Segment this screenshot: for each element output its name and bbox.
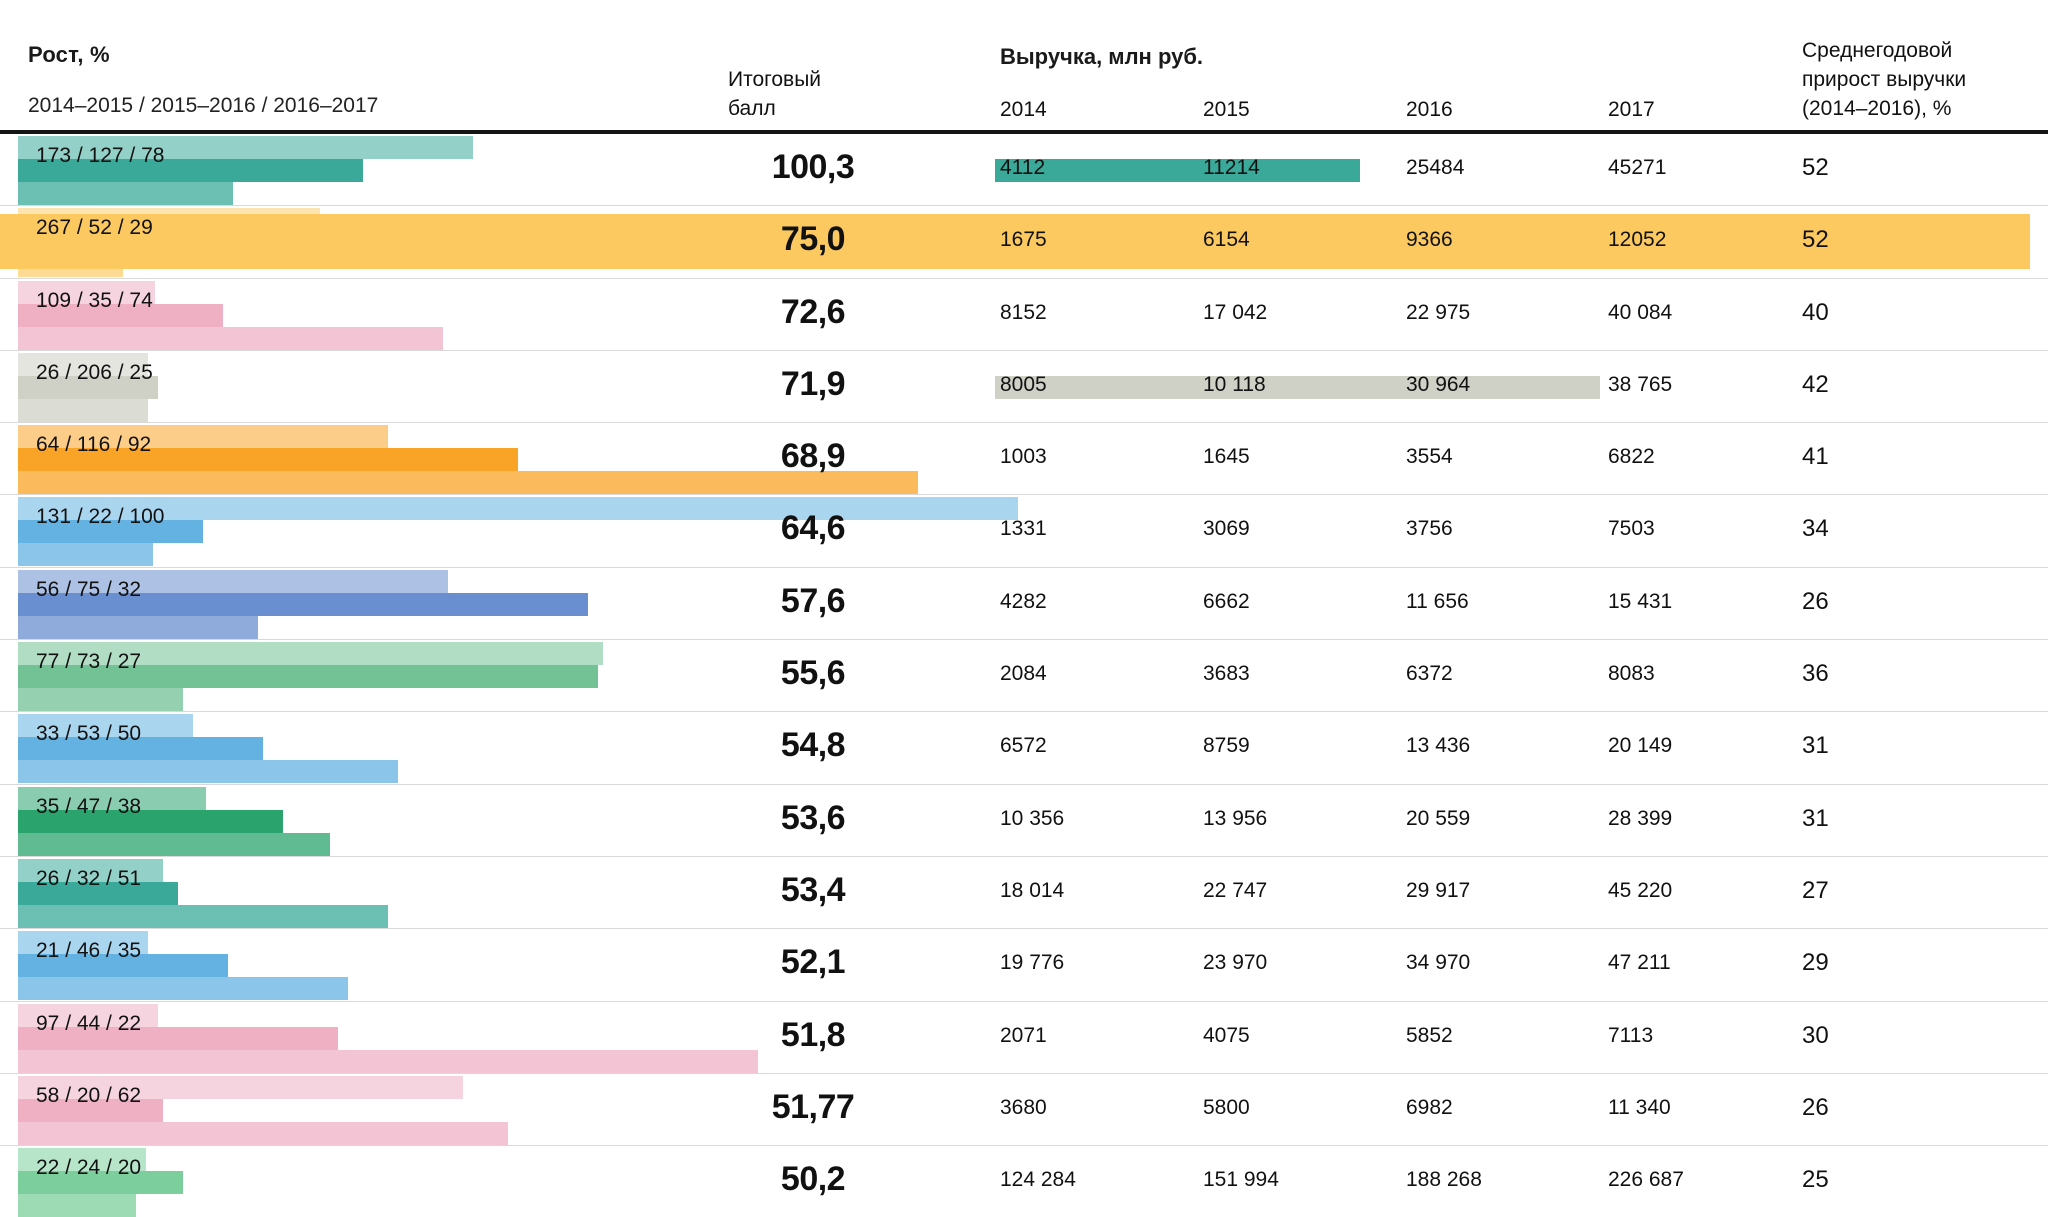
revenue-value-2015: 23 970 — [1203, 951, 1268, 975]
revenue-value-2017: 45 220 — [1608, 878, 1673, 902]
table-row — [0, 1146, 2048, 1217]
revenue-value-2014: 1003 — [1000, 445, 1047, 469]
revenue-value-2015: 1645 — [1203, 445, 1250, 469]
revenue-value-2014: 6572 — [1000, 734, 1047, 758]
growth-bar-3 — [18, 1050, 758, 1073]
growth-values-label: 131 / 22 / 100 — [36, 505, 165, 529]
revenue-value-2017: 47 211 — [1608, 951, 1671, 975]
total-score-value: 53,6 — [780, 798, 846, 837]
score-column-title — [728, 65, 898, 123]
total-score-value: 64,6 — [780, 509, 846, 548]
growth-bar-3 — [18, 182, 233, 205]
revenue-column-title: Выручка, млн руб. — [1000, 44, 1204, 69]
growth-bar-3 — [18, 543, 153, 566]
total-score-value: 53,4 — [780, 870, 846, 909]
growth-values-label: 77 / 73 / 27 — [36, 650, 142, 674]
revenue-value-2016: 6372 — [1406, 662, 1453, 686]
revenue-value-2015: 11214 — [1203, 156, 1260, 179]
revenue-value-2016: 29 917 — [1406, 878, 1471, 902]
revenue-highlight-bar — [995, 159, 1360, 182]
revenue-value-2014: 8005 — [1000, 372, 1047, 396]
cagr-value: 52 — [1802, 154, 1829, 181]
revenue-value-2015: 17 042 — [1203, 300, 1268, 324]
revenue-value-2015: 13 956 — [1203, 806, 1268, 830]
cagr-value: 41 — [1802, 443, 1829, 471]
revenue-value-2016: 3756 — [1406, 517, 1453, 541]
revenue-value-2017: 6822 — [1608, 445, 1655, 469]
total-score-value: 100,3 — [771, 148, 855, 186]
table-row — [0, 134, 2048, 206]
revenue-value-2014: 3680 — [1000, 1095, 1047, 1119]
revenue-value-2016: 13 436 — [1406, 734, 1471, 758]
revenue-value-2017: 45271 — [1608, 156, 1667, 179]
revenue-year-2014: 2014 — [1000, 98, 1047, 121]
growth-values-label: 21 / 46 / 35 — [36, 939, 142, 963]
total-score-value: 52,1 — [780, 943, 846, 982]
growth-bar-3 — [18, 905, 388, 928]
total-score-value: 50,2 — [780, 1160, 846, 1199]
growth-column-subtitle: 2014–2015 / 2015–2016 / 2016–2017 — [28, 94, 379, 117]
revenue-value-2017: 20 149 — [1608, 734, 1673, 758]
total-score-value: 57,6 — [780, 581, 846, 620]
cagr-value: 34 — [1802, 515, 1829, 543]
total-score-value: 54,8 — [780, 726, 846, 765]
revenue-value-2016: 5852 — [1406, 1023, 1453, 1047]
total-score-value: 75,0 — [780, 220, 846, 259]
revenue-value-2017: 8083 — [1608, 662, 1655, 686]
cagr-value: 42 — [1802, 370, 1829, 398]
growth-values-label: 33 / 53 / 50 — [36, 722, 142, 746]
table-row — [0, 857, 2048, 929]
growth-bar-3 — [18, 1122, 508, 1145]
revenue-value-2014: 124 284 — [1000, 1168, 1076, 1192]
revenue-value-2015: 8759 — [1203, 734, 1250, 758]
cagr-value: 36 — [1802, 660, 1829, 688]
table-header — [0, 0, 2048, 130]
revenue-value-2014: 19 776 — [1000, 951, 1065, 975]
total-score-value: 68,9 — [780, 437, 846, 476]
score-column-title-line1: Итоговый — [728, 68, 822, 91]
revenue-value-2015: 22 747 — [1203, 878, 1268, 902]
revenue-value-2015: 6662 — [1203, 589, 1250, 613]
growth-values-label: 64 / 116 / 92 — [36, 433, 152, 457]
growth-values-label: 58 / 20 / 62 — [36, 1083, 142, 1107]
revenue-value-2015: 3683 — [1203, 662, 1250, 686]
table-row — [0, 423, 2048, 495]
total-score-value: 55,6 — [780, 654, 846, 693]
revenue-value-2015: 4075 — [1203, 1023, 1250, 1047]
revenue-value-2016: 20 559 — [1406, 806, 1471, 830]
growth-values-label: 109 / 35 / 74 — [36, 288, 153, 312]
growth-bar-3 — [18, 977, 348, 1000]
revenue-value-2014: 2084 — [1000, 662, 1047, 686]
revenue-value-2016: 11 656 — [1406, 589, 1469, 613]
revenue-value-2014: 4282 — [1000, 589, 1047, 613]
revenue-value-2015: 3069 — [1203, 517, 1250, 541]
table-row — [0, 929, 2048, 1001]
growth-bar-3 — [18, 399, 148, 422]
revenue-value-2017: 11 340 — [1608, 1095, 1671, 1119]
revenue-value-2014: 2071 — [1000, 1023, 1047, 1047]
revenue-value-2015: 5800 — [1203, 1095, 1250, 1119]
growth-column-title: Рост, % — [28, 42, 110, 67]
revenue-value-2016: 3554 — [1406, 445, 1453, 469]
revenue-value-2015: 151 994 — [1203, 1168, 1279, 1192]
revenue-value-2017: 226 687 — [1608, 1168, 1684, 1192]
total-score-value: 51,77 — [771, 1087, 855, 1126]
growth-bar-3 — [18, 760, 398, 783]
table-row — [0, 206, 2048, 278]
revenue-year-2017: 2017 — [1608, 98, 1655, 121]
table-row — [0, 279, 2048, 351]
growth-bar-3 — [18, 833, 330, 856]
total-score-value: 71,9 — [780, 364, 846, 403]
total-score-value: 51,8 — [780, 1015, 846, 1054]
growth-values-label: 173 / 127 / 78 — [36, 144, 165, 167]
revenue-highlight-bar — [995, 376, 1600, 399]
revenue-value-2016: 25484 — [1406, 156, 1465, 179]
revenue-value-2017: 12052 — [1608, 228, 1667, 252]
revenue-value-2014: 18 014 — [1000, 878, 1065, 902]
table-row — [0, 1002, 2048, 1074]
table-body — [0, 134, 2048, 1217]
revenue-value-2016: 6982 — [1406, 1095, 1453, 1119]
cagr-column-title-line2: прирост выручки — [1802, 68, 1967, 91]
revenue-value-2015: 6154 — [1203, 228, 1250, 252]
revenue-value-2017: 40 084 — [1608, 300, 1673, 324]
revenue-value-2016: 30 964 — [1406, 372, 1471, 396]
growth-bar-3 — [18, 688, 183, 711]
cagr-value: 30 — [1802, 1021, 1829, 1049]
growth-values-label: 267 / 52 / 29 — [36, 216, 153, 240]
revenue-year-2015: 2015 — [1203, 98, 1250, 121]
table-row — [0, 712, 2048, 784]
table-row — [0, 1074, 2048, 1146]
growth-values-label: 35 / 47 / 38 — [36, 794, 142, 818]
cagr-value: 26 — [1802, 1093, 1829, 1121]
revenue-value-2016: 9366 — [1406, 228, 1453, 252]
score-column-title-line2: балл — [728, 97, 776, 120]
growth-bar-3 — [18, 327, 443, 350]
growth-bar-3 — [18, 1194, 136, 1217]
table-row — [0, 495, 2048, 567]
cagr-value: 26 — [1802, 587, 1829, 615]
table-row — [0, 785, 2048, 857]
cagr-value: 40 — [1802, 298, 1829, 326]
table-row — [0, 568, 2048, 640]
cagr-value: 31 — [1802, 732, 1829, 760]
growth-values-label: 26 / 206 / 25 — [36, 360, 153, 384]
revenue-value-2014: 8152 — [1000, 300, 1047, 324]
revenue-value-2014: 4112 — [1000, 156, 1046, 179]
revenue-value-2015: 10 118 — [1203, 372, 1266, 396]
cagr-value: 29 — [1802, 949, 1829, 977]
cagr-value: 25 — [1802, 1166, 1829, 1194]
growth-values-label: 56 / 75 / 32 — [36, 577, 142, 601]
cagr-column-title-line1: Среднегодовой — [1802, 39, 1953, 62]
growth-values-label: 97 / 44 / 22 — [36, 1011, 142, 1035]
cagr-value: 52 — [1802, 226, 1829, 254]
revenue-value-2017: 38 765 — [1608, 372, 1673, 396]
revenue-value-2017: 7503 — [1608, 517, 1655, 541]
revenue-value-2014: 1331 — [1000, 517, 1047, 541]
revenue-value-2017: 28 399 — [1608, 806, 1673, 830]
revenue-value-2017: 7113 — [1608, 1023, 1654, 1047]
cagr-column-title — [1802, 36, 2032, 123]
total-score-value: 72,6 — [780, 292, 846, 331]
revenue-value-2014: 1675 — [1000, 228, 1047, 252]
revenue-value-2016: 188 268 — [1406, 1168, 1482, 1192]
table-row — [0, 640, 2048, 712]
growth-values-label: 22 / 24 / 20 — [36, 1156, 142, 1180]
growth-values-label: 26 / 32 / 51 — [36, 866, 142, 890]
revenue-year-2016: 2016 — [1406, 98, 1453, 121]
cagr-value: 31 — [1802, 804, 1829, 832]
revenue-value-2017: 15 431 — [1608, 589, 1673, 613]
table-row — [0, 351, 2048, 423]
cagr-value: 27 — [1802, 876, 1829, 904]
revenue-value-2016: 22 975 — [1406, 300, 1471, 324]
revenue-value-2014: 10 356 — [1000, 806, 1065, 830]
growth-bar-3 — [18, 616, 258, 639]
cagr-column-title-line3: (2014–2016), % — [1802, 97, 1952, 120]
revenue-value-2016: 34 970 — [1406, 951, 1471, 975]
